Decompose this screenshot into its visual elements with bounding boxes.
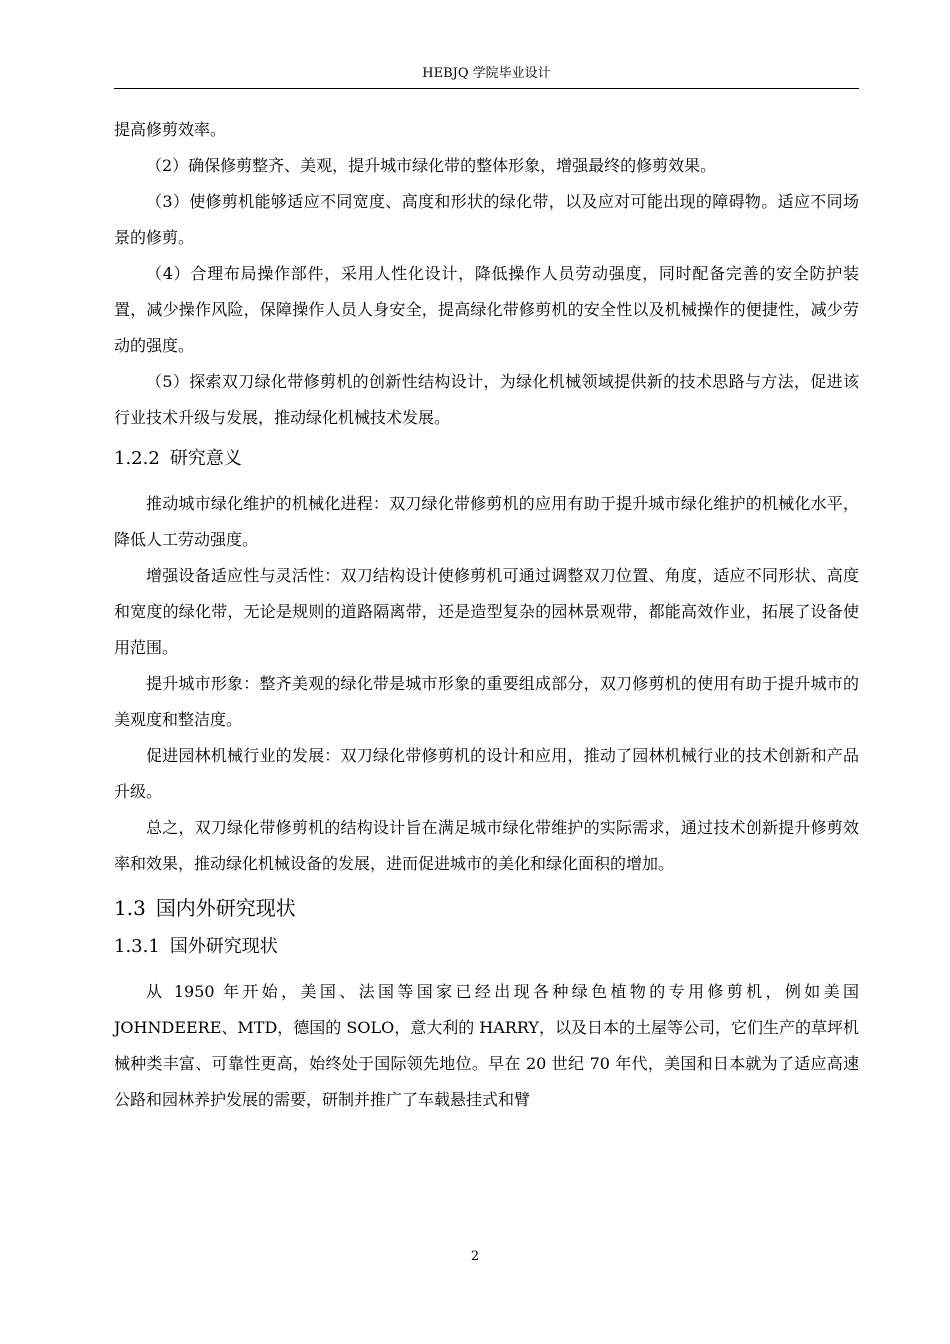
section-number: 1.2.2 xyxy=(114,448,160,469)
paragraph: （5）探索双刀绿化带修剪机的创新性结构设计，为绿化机械领域提供新的技术思路与方法，促进该行业技术升级与发展，推动绿化机械技术发展。 xyxy=(114,372,859,427)
paragraph: （2）确保修剪整齐、美观，提升城市绿化带的整体形象，增强最终的修剪效果。 xyxy=(146,156,717,175)
paragraph: 增强设备适应性与灵活性：双刀结构设计使修剪机可通过调整双刀位置、角度，适应不同形状、高度和宽度的绿化带，无论是规则的道路隔离带，还是造型复杂的园林景观带，都能高效作业，拓展了设备使用范围。 xyxy=(114,566,859,657)
section-title: 国内外研究现状 xyxy=(155,896,296,920)
paragraph: 促进园林机械行业的发展：双刀绿化带修剪机的设计和应用，推动了园林机械行业的技术创新和产品升级。 xyxy=(114,746,859,801)
paragraph: （4）合理布局操作部件，采用人性化设计，降低操作人员劳动强度，同时配备完善的安全防护装置，减少操作风险，保障操作人员人身安全，提高绿化带修剪机的安全性以及机械操作的便捷性，减少劳动的强度。 xyxy=(114,264,859,355)
paragraph: 提升城市形象：整齐美观的绿化带是城市形象的重要组成部分，双刀修剪机的使用有助于提升城市的美观度和整洁度。 xyxy=(114,674,859,729)
section-number: 1.3.1 xyxy=(114,936,160,957)
section-title: 研究意义 xyxy=(169,448,242,469)
paragraph: （3）使修剪机能够适应不同宽度、高度和形状的绿化带，以及应对可能出现的障碍物。适应不同场景的修剪。 xyxy=(114,192,859,247)
header-title: HEBJQ 学院毕业设计 xyxy=(422,66,551,81)
page-header xyxy=(114,66,859,89)
paragraph: 推动城市绿化维护的机械化进程：双刀绿化带修剪机的应用有助于提升城市绿化维护的机械化水平，降低人工劳动强度。 xyxy=(114,494,859,549)
page-footer xyxy=(0,1249,950,1264)
section-number: 1.3 xyxy=(114,896,146,920)
section-heading-1-3 xyxy=(114,896,859,920)
page-number: 2 xyxy=(470,1249,480,1264)
paragraph: 从 1950 年开始，美国、法国等国家已经出现各种绿色植物的专用修剪机，例如美国 JOHNDEERE、MTD，德国的 SOLO，意大利的 HARRY，以及日本的土屋等公司，它们生产的草坪机械种类丰富、可靠性更高，始终处于国际领先地位。早在 20 世纪 70 年代，美国和日本就为了适应高速公路和园林养护发展的需要，研制并推广了车载悬挂式和臂 xyxy=(114,982,859,1109)
section-title: 国外研究现状 xyxy=(169,936,278,957)
paragraph: 总之，双刀绿化带修剪机的结构设计旨在满足城市绿化带维护的实际需求，通过技术创新提升修剪效率和效果，推动绿化机械设备的发展，进而促进城市的美化和绿化面积的增加。 xyxy=(114,818,859,873)
section-heading-1-3-1 xyxy=(114,936,859,958)
document-body xyxy=(114,112,859,1118)
section-heading-1-2-2 xyxy=(114,448,859,470)
paragraph: 提高修剪效率。 xyxy=(114,120,227,139)
